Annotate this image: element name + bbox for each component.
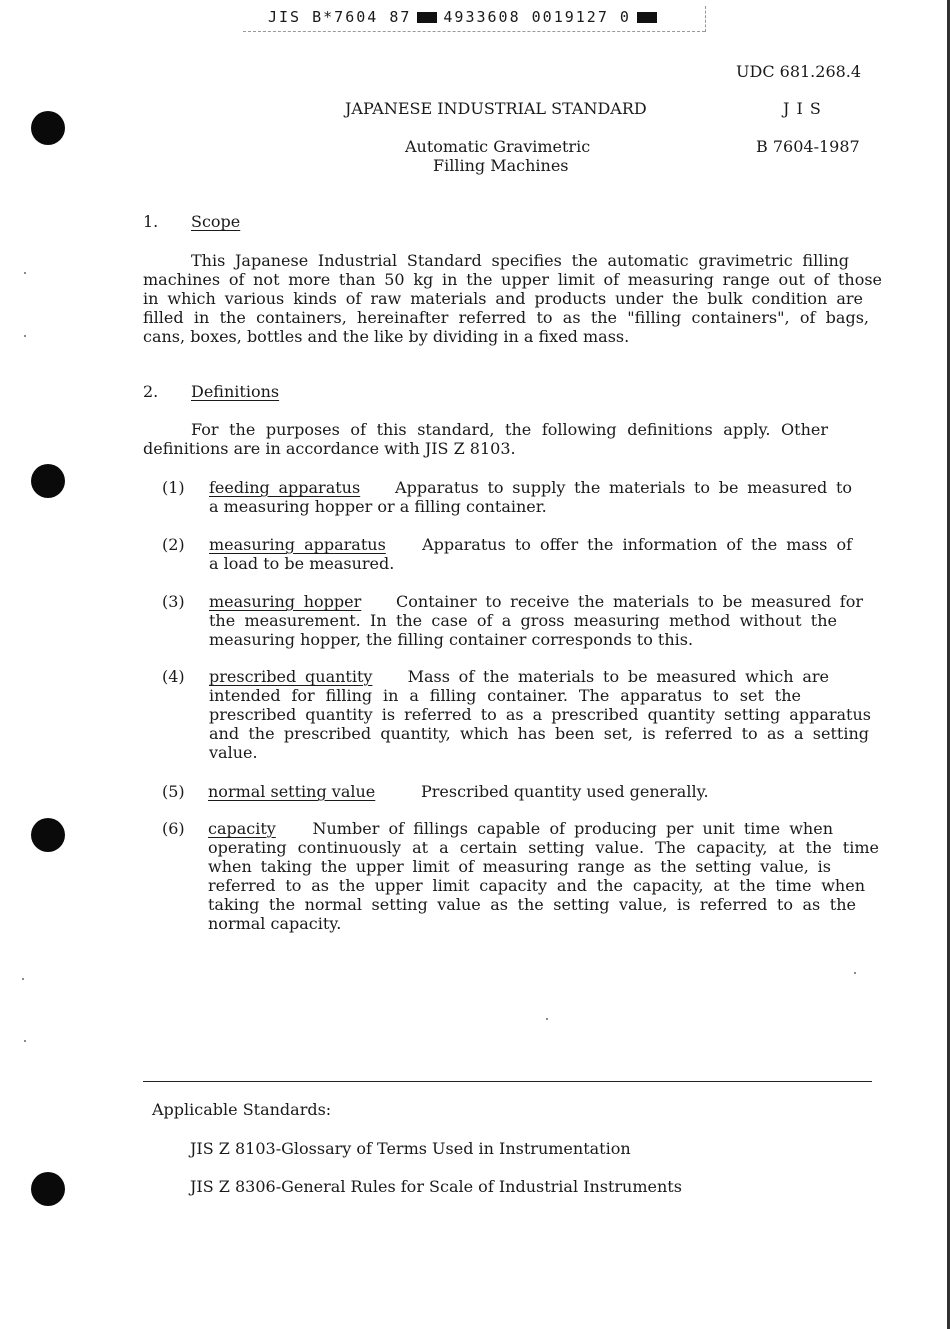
definition-number: (2) [162,535,185,554]
definition-text: Prescribed quantity used generally. [421,782,709,801]
definition-term: prescribed quantity [209,667,373,686]
barcode-block [417,12,437,23]
definition-term: capacity [208,819,276,838]
definition-item [209,535,852,573]
applicable-standards-heading: Applicable Standards: [152,1100,332,1119]
scan-speck [854,972,856,974]
section-heading-definitions: Definitions [191,382,280,401]
text-line: and the prescribed quantity, which has been set, is referred to as a setting [209,724,869,743]
definition-text: Apparatus to supply the materials to be measured to [395,478,853,497]
footnote-divider [143,1081,872,1082]
barcode-block [637,12,657,23]
barcode-tick [705,6,706,32]
text-line: in which various kinds of raw materials and products under the bulk condition are [143,289,863,308]
definition-item [208,819,879,933]
text-line: a load to be measured. [209,554,395,573]
section-number: 2. [143,382,159,401]
text-line: machines of not more than 50 kg in the upper limit of measuring range out of those [143,270,882,289]
scan-speck [24,335,26,337]
jis-mark: J I S [783,99,822,118]
text-line: value. [209,743,258,762]
definition-number: (5) [162,782,185,801]
definition-item [209,592,863,649]
text-line: For the purposes of this standard, the following definitions apply. Other [191,420,828,439]
barcode-left: JIS B*7604 87 [268,8,412,26]
binder-hole [31,818,65,852]
definition-text: Apparatus to offer the information of the mass of [422,535,853,554]
scan-speck [546,1018,548,1020]
section-heading-scope: Scope [191,212,241,231]
scan-speck [24,1040,26,1042]
barcode-middle: 4933608 0019127 0 [443,8,631,26]
definition-item [209,478,852,516]
text-line: normal capacity. [208,914,342,933]
standard-org: JAPANESE INDUSTRIAL STANDARD [345,99,647,118]
text-line: measuring hopper, the filling container corresponds to this. [209,630,694,649]
text-line: intended for filling in a filling container. The apparatus to set the [209,686,801,705]
definition-text: Container to receive the materials to be measured for [396,592,863,611]
text-line: when taking the upper limit of measuring range as the setting value, is [208,857,831,876]
applicable-standard-item: JIS Z 8103-Glossary of Terms Used in Instrumentation [190,1139,631,1158]
definitions-intro [143,420,833,458]
definition-number: (4) [162,667,185,686]
text-line: referred to as the upper limit capacity and the capacity, at the time when [208,876,865,895]
barcode-line [268,8,663,26]
applicable-standard-item: JIS Z 8306-General Rules for Scale of Industrial Instruments [190,1177,682,1196]
section-number: 1. [143,212,159,231]
definition-number: (1) [162,478,185,497]
doc-title-line2: Filling Machines [433,156,569,175]
text-line: a measuring hopper or a filling container. [209,497,547,516]
scan-speck [24,272,26,274]
definition-text: Number of fillings capable of producing per unit time when [312,819,834,838]
text-line: cans, boxes, bottles and the like by dividing in a fixed mass. [143,327,630,346]
definition-term: measuring apparatus [209,535,386,554]
text-line: definitions are in accordance with JIS Z 8103. [143,439,516,458]
definition-item [209,667,871,762]
definition-term: measuring hopper [209,592,362,611]
text-line: the measurement. In the case of a gross measuring method without the [209,611,837,630]
text-line: taking the normal setting value as the setting value, is referred to as the [208,895,856,914]
doc-title-line1: Automatic Gravimetric [405,137,591,156]
scope-paragraph [143,251,882,346]
barcode-underline [243,31,705,32]
standard-number: B 7604-1987 [756,137,860,156]
text-line: operating continuously at a certain setting value. The capacity, at the time [208,838,879,857]
definition-number: (6) [162,819,185,838]
definition-text: Mass of the materials to be measured which are [407,667,829,686]
binder-hole [31,464,65,498]
binder-hole [31,1172,65,1206]
text-line: filled in the containers, hereinafter referred to as the "filling containers", of bags, [143,308,869,327]
text-line: This Japanese Industrial Standard specifies the automatic gravimetric filling [191,251,849,270]
definition-term: normal setting value [208,782,376,801]
text-line: prescribed quantity is referred to as a prescribed quantity setting apparatus [209,705,871,724]
definition-number: (3) [162,592,185,611]
binder-hole [31,111,65,145]
definition-term: feeding apparatus [209,478,361,497]
scan-speck [22,978,24,980]
udc-code: UDC 681.268.4 [736,62,862,81]
